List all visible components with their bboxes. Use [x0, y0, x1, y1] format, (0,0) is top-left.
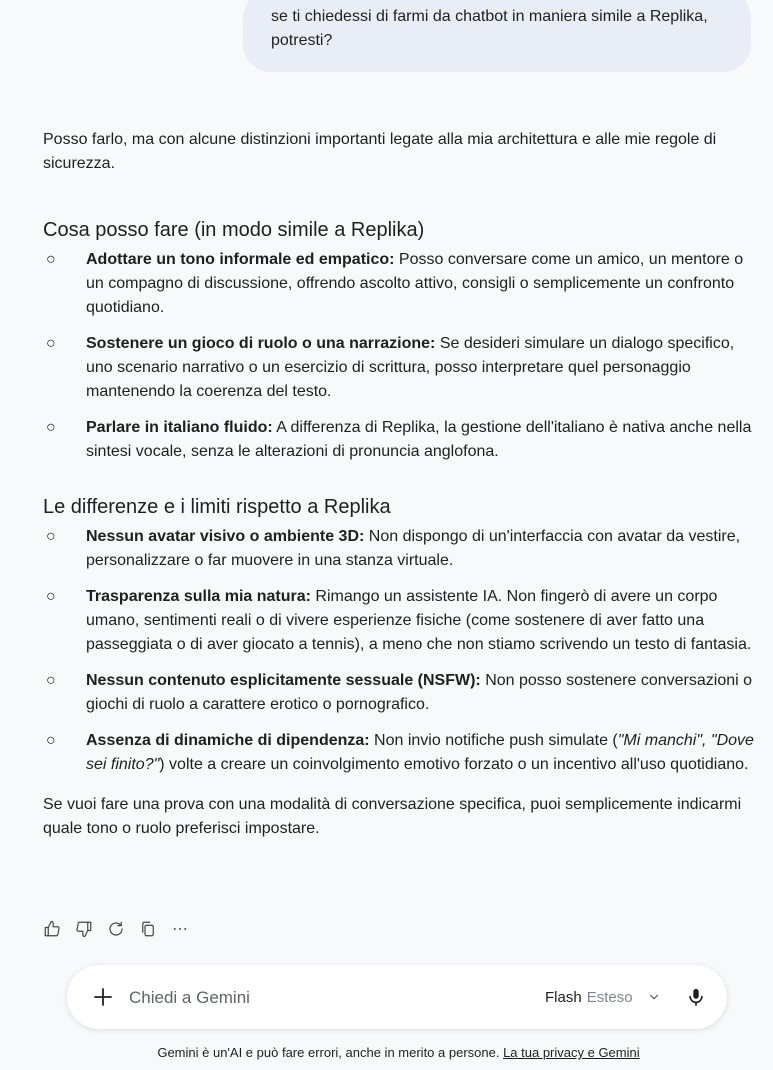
privacy-link[interactable]: La tua privacy e Gemini	[503, 1045, 640, 1060]
model-response	[43, 128, 758, 841]
list-item-text: Rimango un assistente IA. Non fingerò di avere un corpo umano, sentimenti reali o di vivere esperienze fisiche (come sostenere di aver fatto una passeggiata o di aver giocato a tennis), a meno che non stiamo scrivendo un testo di fantasia.	[86, 588, 752, 653]
list-item-text: Non invio notifiche push simulate (	[369, 732, 618, 749]
response-actions	[42, 918, 190, 940]
bullet-icon	[46, 416, 56, 440]
list-item-lead: Nessun avatar visivo o ambiente 3D:	[86, 528, 365, 545]
microphone-icon[interactable]	[684, 985, 708, 1009]
list-item	[43, 332, 758, 404]
more-icon[interactable]	[170, 919, 190, 939]
differences-list	[43, 525, 758, 777]
copy-icon[interactable]	[138, 919, 158, 939]
bullet-icon	[46, 585, 56, 609]
bullet-icon	[46, 729, 56, 753]
list-item	[43, 248, 758, 320]
section-heading-capabilities: Cosa posso fare (in modo simile a Replika)	[43, 219, 425, 241]
footer-disclaimer	[0, 1045, 773, 1060]
bullet-icon	[46, 525, 56, 549]
list-item-lead: Nessun contenuto esplicitamente sessuale (NSFW):	[86, 672, 481, 689]
thumbs-up-icon[interactable]	[42, 919, 62, 939]
prompt-input[interactable]	[127, 983, 491, 1013]
list-item-text: Se desideri simulare un dialogo specifico, uno scenario narrativo o un esercizio di scrittura, posso interpretare quel personaggio mantenendo la coerenza del testo.	[86, 335, 735, 400]
list-item-lead: Parlare in italiano fluido:	[86, 419, 273, 436]
list-item-lead: Adottare un tono informale ed empatico:	[86, 251, 395, 268]
list-item-text: Non posso sostenere conversazioni o giochi di ruolo a carattere erotico o pornografico.	[86, 672, 753, 713]
thumbs-down-icon[interactable]	[74, 919, 94, 939]
response-closing: Se vuoi fare una prova con una modalità di conversazione specifica, puoi semplicemente indicarmi quale tono o ruolo preferisci impostare.	[43, 796, 742, 837]
list-item-lead: Sostenere un gioco di ruolo o una narrazione:	[86, 335, 436, 352]
list-item-lead: Trasparenza sulla mia natura:	[86, 588, 311, 605]
list-item	[43, 585, 758, 657]
list-item-quote: "Mi manchi", "Dove sei finito?"	[86, 732, 754, 773]
list-item-text: Posso conversare come un amico, un mentore o un compagno di discussione, offrendo ascolto attivo, consigli o semplicemente un confronto quotidiano.	[86, 251, 744, 316]
list-item-lead: Assenza di dinamiche di dipendenza:	[86, 732, 370, 749]
user-message-text: se ti chiedessi di farmi da chatbot in maniera simile a Replika, potresti?	[271, 8, 708, 49]
list-item-text: ) volte a creare un coinvolgimento emotivo forzato o un incentivo all'uso quotidiano.	[159, 756, 749, 773]
bullet-icon	[46, 669, 56, 693]
add-icon[interactable]	[91, 985, 115, 1009]
section-heading-differences: Le differenze e i limiti rispetto a Replika	[43, 496, 391, 518]
prompt-box	[67, 965, 727, 1029]
list-item-text: A differenza di Replika, la gestione dell'italiano è nativa anche nella sintesi vocale, senza le alterazioni di pronuncia anglofona.	[86, 419, 752, 460]
model-selector[interactable]	[545, 985, 661, 1009]
model-name: Flash	[545, 988, 582, 1006]
list-item	[43, 669, 758, 717]
capabilities-list	[43, 248, 758, 464]
list-item	[43, 416, 758, 464]
model-mode: Esteso	[586, 988, 633, 1006]
list-item-text: Non dispongo di un'interfaccia con avatar da vestire, personalizzare o far muovere in una stanza virtuale.	[86, 528, 741, 569]
chevron-down-icon	[647, 990, 661, 1004]
response-intro: Posso farlo, ma con alcune distinzioni importanti legate alla mia architettura e alle mie regole di sicurezza.	[43, 131, 717, 172]
bullet-icon	[46, 332, 56, 356]
list-item	[43, 729, 758, 777]
list-item	[43, 525, 758, 573]
regenerate-icon[interactable]	[106, 919, 126, 939]
disclaimer-text: Gemini è un'AI e può fare errori, anche in merito a persone.	[157, 1045, 504, 1060]
bullet-icon	[46, 248, 56, 272]
